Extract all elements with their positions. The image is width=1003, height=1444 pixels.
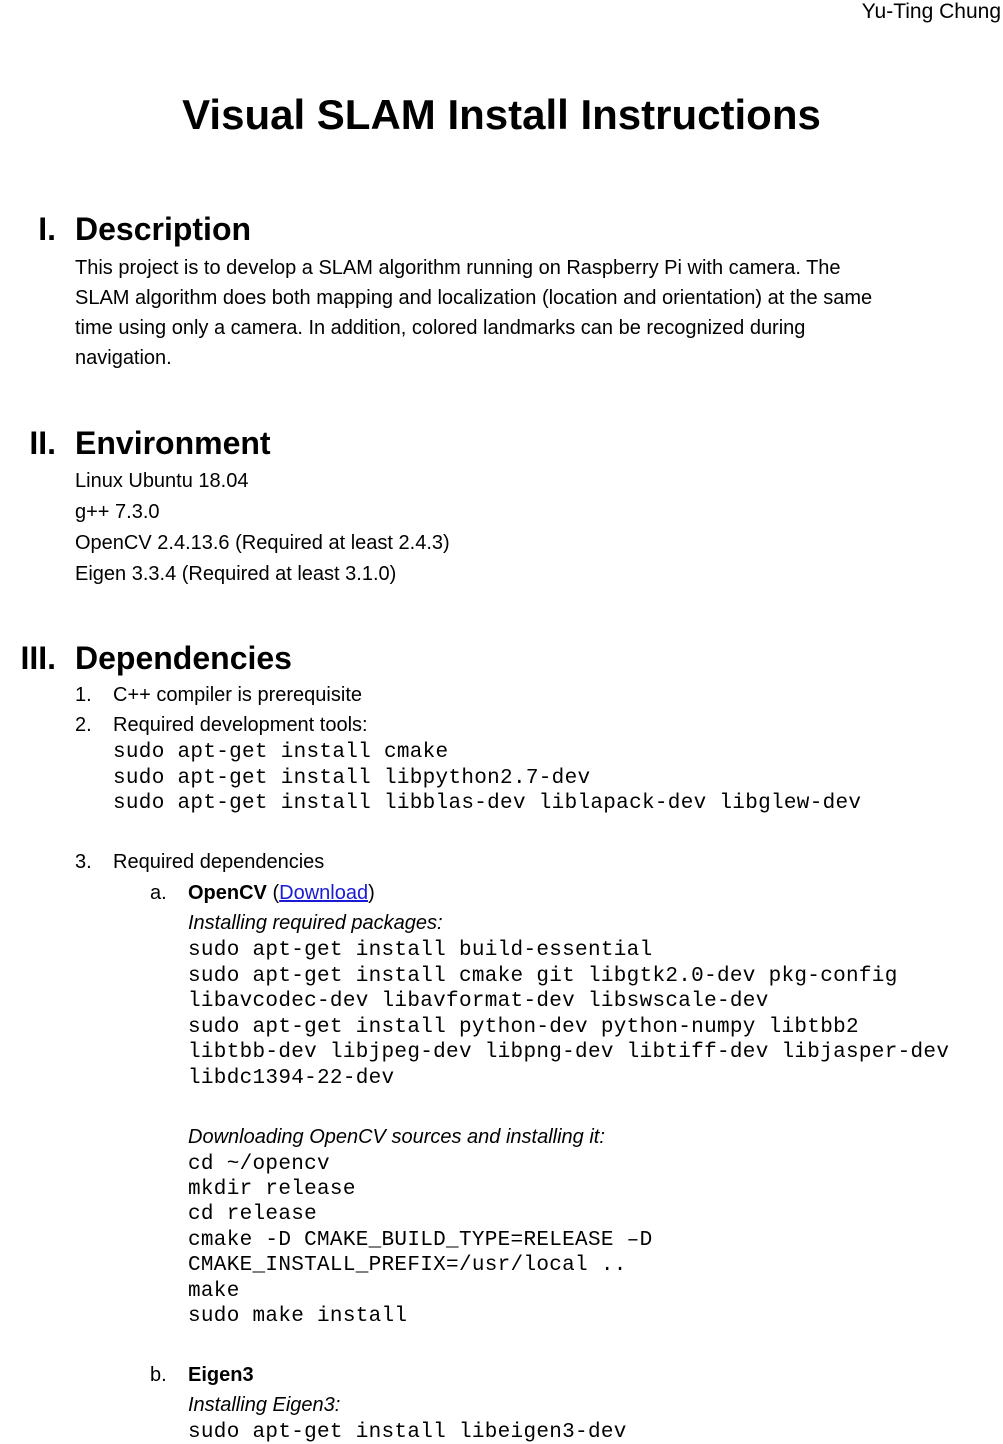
document-title: Visual SLAM Install Instructions (182, 91, 821, 138)
code-line: cmake -D CMAKE_BUILD_TYPE=RELEASE –D (188, 1229, 653, 1252)
list-item-text: Required dependencies (113, 851, 325, 873)
description-line: time using only a camera. In addition, colored landmarks can be recognized during (75, 317, 806, 339)
code-line: sudo apt-get install libpython2.7-dev (113, 767, 591, 790)
sublist-letter: b. (150, 1364, 167, 1386)
list-item-text: Required development tools: (113, 714, 368, 736)
code-line: cd ~/opencv (188, 1153, 330, 1176)
code-line: sudo make install (188, 1305, 408, 1328)
section-heading-dependencies: Dependencies (75, 640, 292, 676)
list-number: 1. (75, 684, 92, 706)
eigen3-note: Installing Eigen3: (188, 1394, 341, 1416)
section-heading-description: Description (75, 211, 252, 247)
opencv-note-sources: Downloading OpenCV sources and installing it: (188, 1126, 605, 1148)
section-numeral-ii: II. (29, 425, 56, 461)
environment-line: Linux Ubuntu 18.04 (75, 470, 249, 492)
code-line: cd release (188, 1203, 318, 1226)
environment-line: g++ 7.3.0 (75, 501, 160, 523)
opencv-heading (188, 883, 375, 903)
code-line: make (188, 1280, 240, 1303)
description-line: navigation. (75, 347, 172, 369)
paren-close: ) (368, 882, 375, 904)
section-numeral-iii: III. (20, 640, 56, 676)
section-heading-environment: Environment (75, 425, 271, 461)
section-numeral-i: I. (38, 211, 56, 247)
code-line: sudo apt-get install python-dev python-numpy libtbb2 (188, 1016, 859, 1039)
code-line: sudo apt-get install cmake git libgtk2.0-dev pkg-config (188, 965, 898, 988)
paren-open: ( (272, 882, 280, 904)
description-line: SLAM algorithm does both mapping and localization (location and orientation) at the same (75, 287, 873, 309)
eigen3-name: Eigen3 (188, 1364, 254, 1386)
opencv-download-link[interactable]: Download (279, 882, 369, 904)
code-line: sudo apt-get install libblas-dev liblapack-dev libglew-dev (113, 792, 862, 815)
code-line: libtbb-dev libjpeg-dev libpng-dev libtiff-dev libjasper-dev (188, 1041, 950, 1064)
author-name: Yu-Ting Chung (861, 0, 1001, 23)
list-number: 3. (75, 851, 92, 873)
code-line: sudo apt-get install cmake (113, 741, 449, 764)
code-line: sudo apt-get install libeigen3-dev (188, 1421, 627, 1444)
opencv-note-packages: Installing required packages: (188, 912, 443, 934)
list-item-text: C++ compiler is prerequisite (113, 684, 362, 706)
opencv-name: OpenCV (188, 882, 267, 904)
list-number: 2. (75, 714, 92, 736)
code-line: libavcodec-dev libavformat-dev libswscale-dev (188, 990, 769, 1013)
code-line: sudo apt-get install build-essential (188, 939, 653, 962)
code-line: mkdir release (188, 1178, 356, 1201)
code-line: CMAKE_INSTALL_PREFIX=/usr/local .. (188, 1254, 627, 1277)
description-line: This project is to develop a SLAM algorithm running on Raspberry Pi with camera. The (75, 257, 841, 279)
environment-line: OpenCV 2.4.13.6 (Required at least 2.4.3) (75, 532, 450, 554)
code-line: libdc1394-22-dev (188, 1067, 395, 1090)
sublist-letter: a. (150, 882, 167, 904)
environment-line: Eigen 3.3.4 (Required at least 3.1.0) (75, 563, 397, 585)
